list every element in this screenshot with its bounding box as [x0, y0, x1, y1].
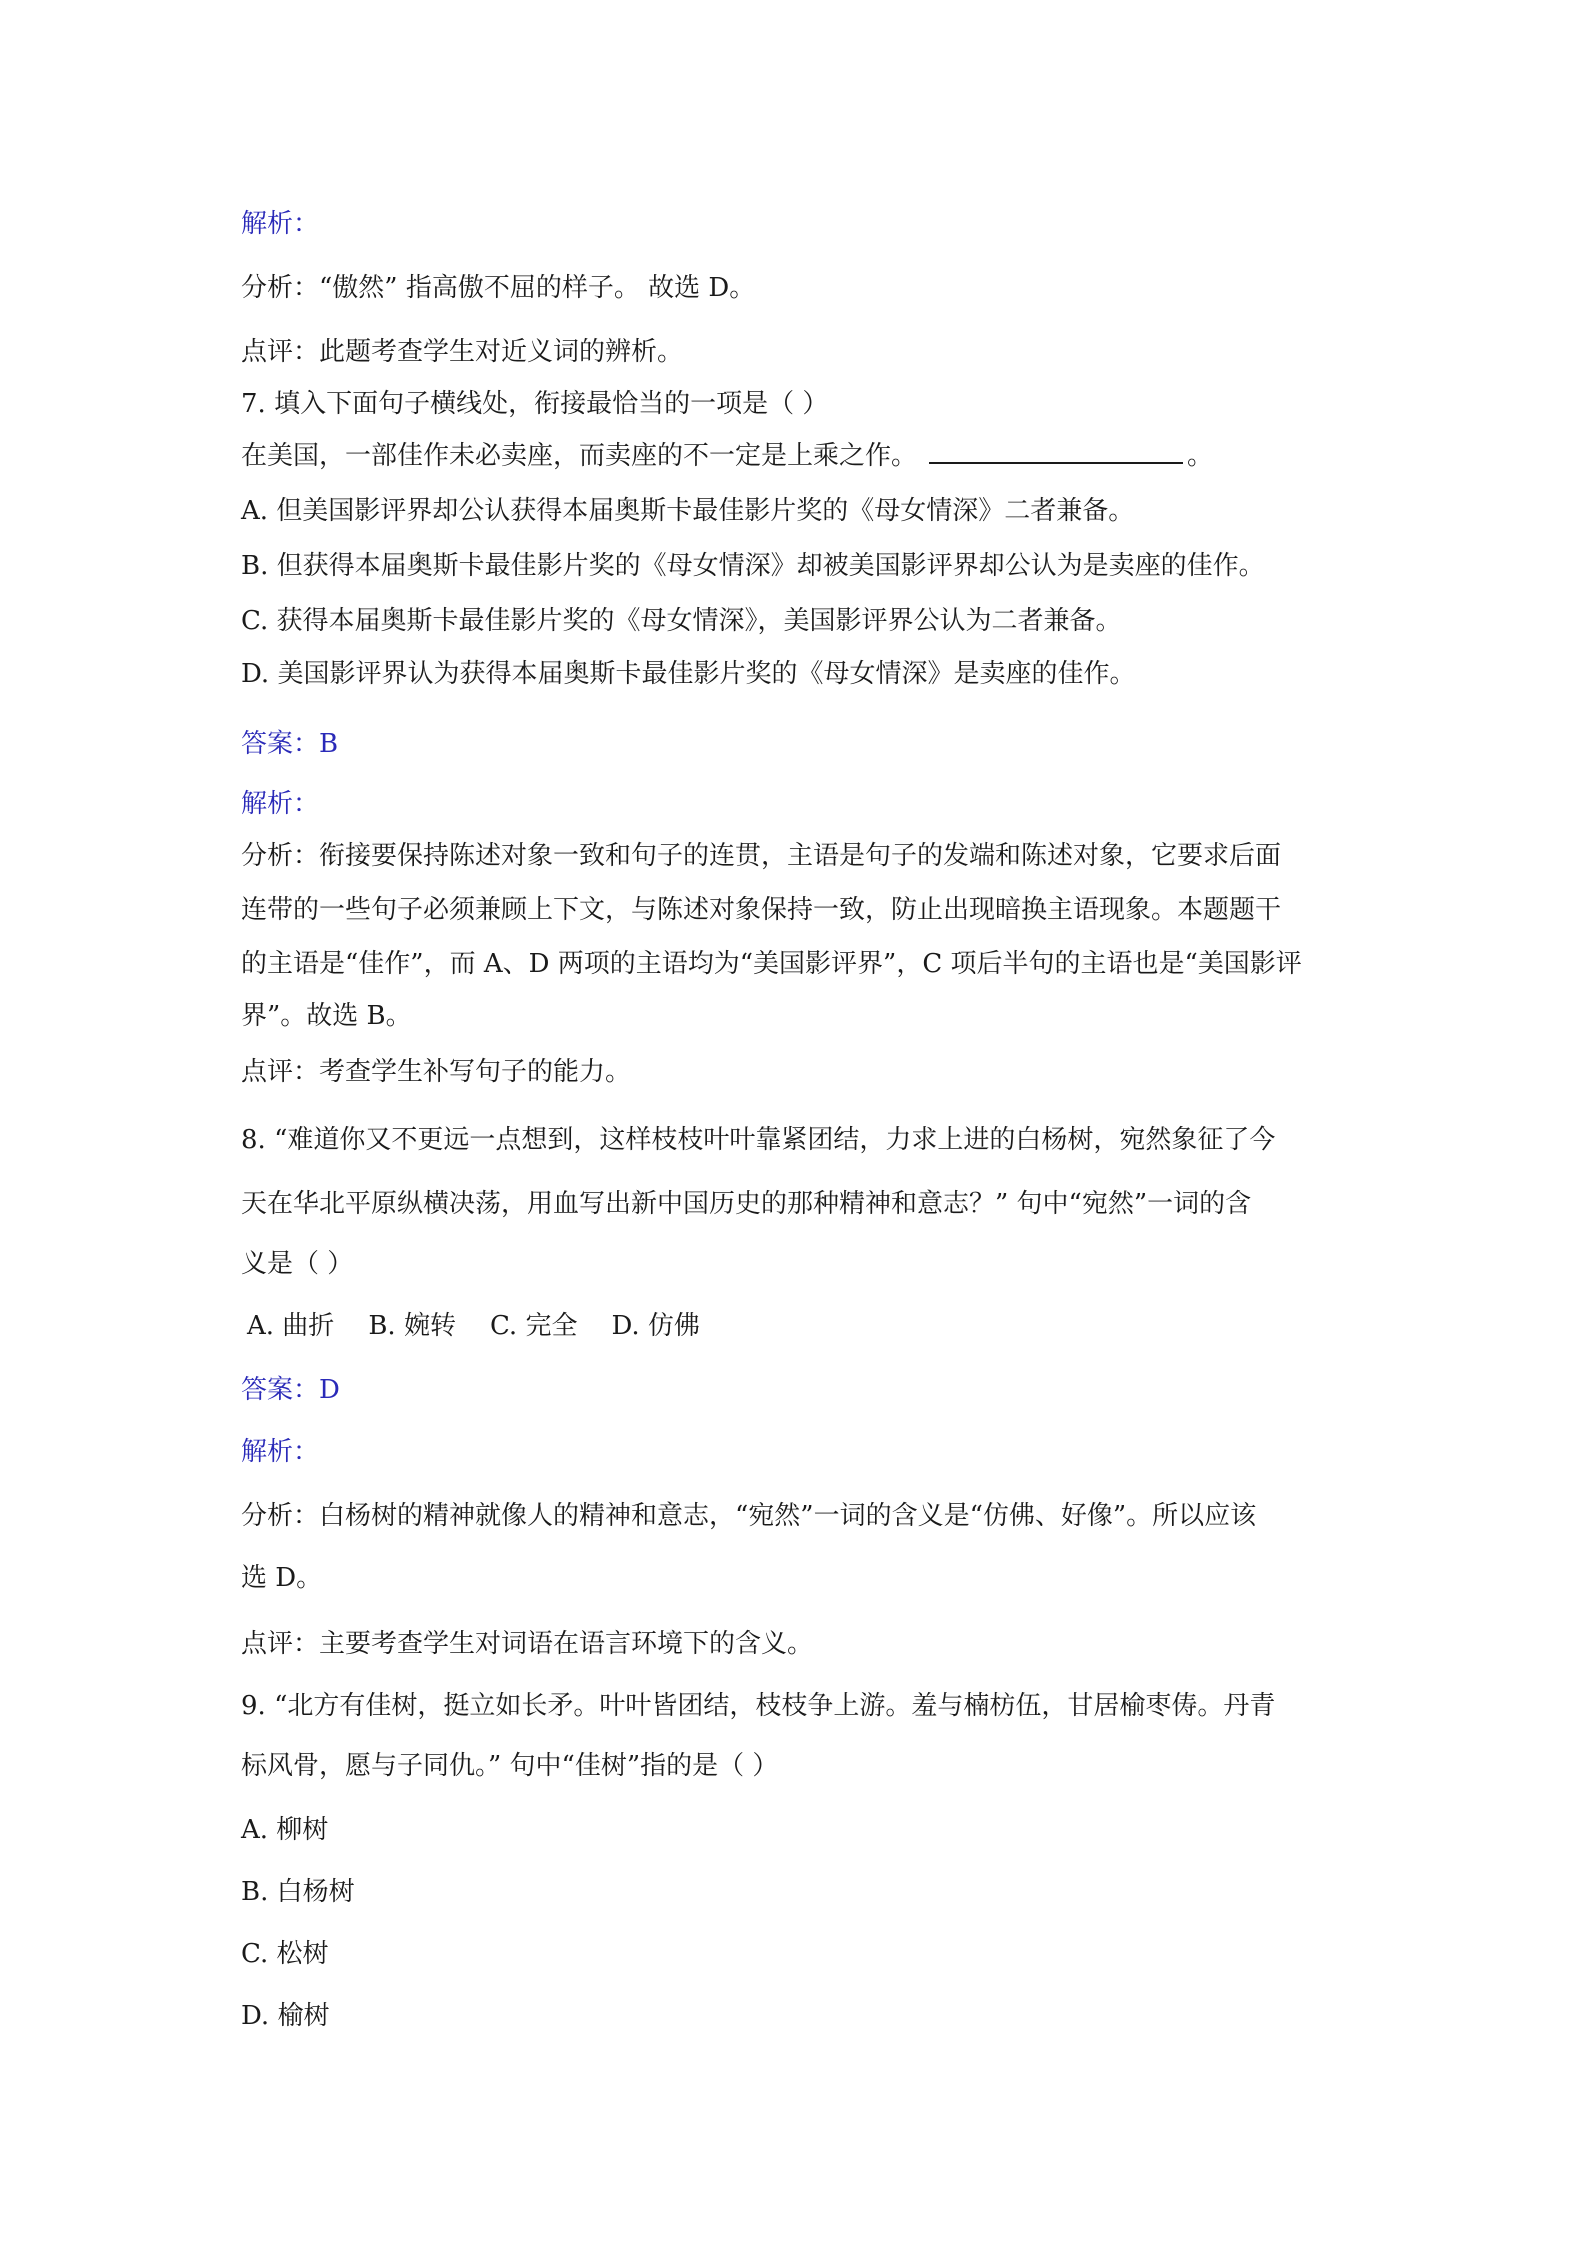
q9-option-b: B. 白杨树 [241, 1877, 355, 1907]
q7-option-b: B. 但获得本届奥斯卡最佳影片奖的《母女情深》却被美国影评界却公认为是卖座的佳作。 [241, 551, 1265, 581]
q8-options-row [247, 1308, 1367, 1344]
q7-analysis-line-3: 的主语是“佳作”，而 A、D 两项的主语均为“美国影评界”，C 项后半句的主语也是“美国影评 [241, 949, 1302, 979]
q7-stem: 7. 填入下面句子横线处，衔接最恰当的一项是（ ） [241, 389, 829, 419]
q7-analysis-line-4: 界”。故选 B。 [241, 1001, 412, 1031]
q6-comment: 点评：此题考查学生对近义词的辨析。 [241, 337, 684, 367]
q7-analysis-line-2: 连带的一些句子必须兼顾上下文，与陈述对象保持一致，防止出现暗换主语现象。本题题干 [241, 895, 1282, 925]
q7-sentence-line [241, 438, 1361, 474]
q7-option-c: C. 获得本届奥斯卡最佳影片奖的《母女情深》，美国影评界公认为二者兼备。 [241, 606, 1122, 636]
q8-option-c: C. 完全 [489, 1311, 578, 1341]
q9-option-a: A. 柳树 [241, 1815, 329, 1845]
q9-stem-line-1: 9. “北方有佳树，挺立如长矛。叶叶皆团结，枝枝争上游。羞与楠枋伍，甘居榆枣俦。丹青 [241, 1691, 1276, 1721]
q6-analysis-heading: 解析： [241, 209, 320, 239]
q7-sentence-end: 。 [1187, 441, 1214, 471]
q7-comment: 点评：考查学生补写句子的能力。 [241, 1057, 632, 1087]
q8-stem-line-1: 8. “难道你又不更远一点想到，这样枝枝叶叶靠紧团结，力求上进的白杨树，宛然象征了今 [241, 1125, 1276, 1155]
q9-option-c: C. 松树 [241, 1939, 329, 1969]
q8-analysis-heading: 解析： [241, 1437, 320, 1467]
q8-comment: 点评：主要考查学生对词语在语言环境下的含义。 [241, 1629, 814, 1659]
q6-analysis-text: 分析：“傲然” 指高傲不屈的样子。 故选 D。 [241, 273, 756, 303]
q8-stem-line-3: 义是（ ） [241, 1249, 354, 1279]
q8-option-d: D. 仿佛 [611, 1311, 700, 1341]
q7-option-a: A. 但美国影评界却公认获得本届奥斯卡最佳影片奖的《母女情深》二者兼备。 [241, 496, 1135, 526]
q8-option-b: B. 婉转 [368, 1311, 456, 1341]
q8-analysis-line-1: 分析：白杨树的精神就像人的精神和意志，“宛然”一词的含义是“仿佛、好像”。所以应该 [241, 1501, 1257, 1531]
q7-sentence: 在美国，一部佳作未必卖座，而卖座的不一定是上乘之作。 [241, 441, 918, 471]
q7-analysis-heading: 解析： [241, 789, 320, 819]
q8-analysis-line-2: 选 D。 [241, 1563, 323, 1593]
q7-fill-blank [929, 438, 1183, 464]
q9-option-d: D. 榆树 [241, 2001, 330, 2031]
q8-stem-line-2: 天在华北平原纵横决荡，用血写出新中国历史的那种精神和意志？” 句中“宛然”一词的含 [241, 1189, 1252, 1219]
q7-option-d: D. 美国影评界认为获得本届奥斯卡最佳影片奖的《母女情深》是卖座的佳作。 [241, 659, 1136, 689]
q8-option-a: A. 曲折 [247, 1311, 335, 1341]
q7-answer: 答案：B [241, 729, 339, 759]
q8-answer: 答案：D [241, 1375, 340, 1405]
q9-stem-line-2: 标风骨，愿与子同仇。” 句中“佳树”指的是（ ） [241, 1751, 779, 1781]
q7-analysis-line-1: 分析：衔接要保持陈述对象一致和句子的连贯，主语是句子的发端和陈述对象，它要求后面 [241, 841, 1282, 871]
